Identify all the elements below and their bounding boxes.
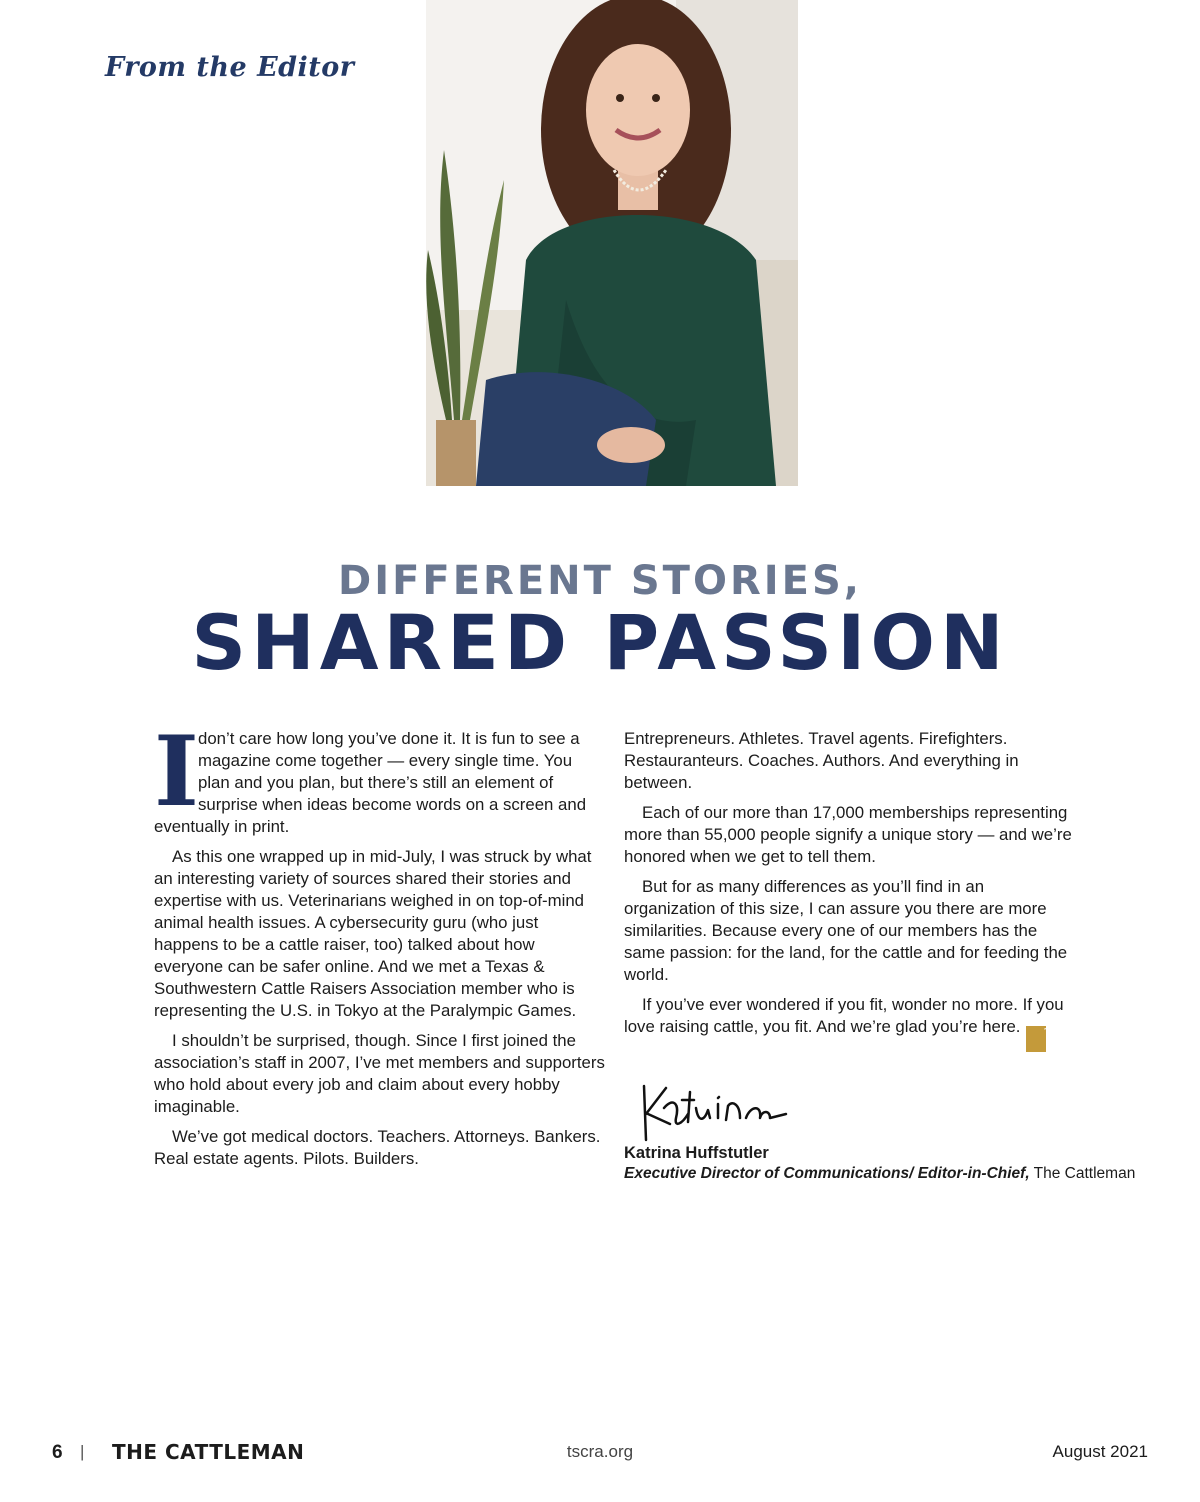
drop-cap: I xyxy=(154,715,199,828)
article-paragraph: We’ve got medical doctors. Teachers. Attorneys. Bankers. Real estate agents. Pilots. Builders. xyxy=(154,1127,601,1168)
article-paragraph: As this one wrapped up in mid-July, I was struck by what an interesting variety of sources shared their stories and expertise with us. Veterinarians weighed in on top-of-mind animal health issues. A cybersecurity guru (who just happens to be a cattle raiser, too) talked about how everyone can be safer online. And we met a Texas & Southwestern Cattle Raisers Association member who is representing the U.S. in Tokyo at the Paralympic Games. xyxy=(154,847,592,1020)
article-paragraph: I shouldn’t be surprised, though. Since I first joined the association’s staff in 2007, I’ve met members and supporters who hold about every job and claim about every hobby imaginable. xyxy=(154,1031,605,1116)
page-number: 6 xyxy=(52,1442,63,1463)
headline-main: SHARED PASSION xyxy=(191,598,1009,687)
handwritten-signature xyxy=(636,1078,806,1144)
editor-portrait-image xyxy=(426,0,798,486)
magazine-name: THE CATTLEMAN xyxy=(112,1440,305,1464)
article-paragraph: But for as many differences as you’ll find in an organization of this size, I can assure you there are more similarities. Because every one of our members has the same passion: for the land, for the cattle and for feeding the world. xyxy=(624,877,1068,984)
article-paragraph xyxy=(624,994,1076,1052)
end-mark-icon: TC xyxy=(1026,1026,1046,1052)
article-right-column xyxy=(624,728,1076,1060)
author-title xyxy=(624,1164,1135,1183)
website-link[interactable]: tscra.org xyxy=(566,1442,634,1461)
headline-kicker: DIFFERENT STORIES, xyxy=(338,558,862,604)
paragraph-text: If you’ve ever wondered if you fit, wonder no more. If you love raising cattle, you fit. And we’re glad you’re here. xyxy=(624,995,1064,1036)
article-paragraph: Entrepreneurs. Athletes. Travel agents. Firefighters. Restauranteurs. Coaches. Authors. And everything in between. xyxy=(624,729,1019,792)
publication-name: The Cattleman xyxy=(1029,1165,1136,1182)
article-paragraph xyxy=(154,715,606,838)
editor-photo xyxy=(426,0,798,486)
issue-date: August 2021 xyxy=(1052,1442,1148,1461)
paragraph-text: don’t care how long you’ve done it. It is fun to see a magazine come together — every single time. You plan and you plan, but there’s still an element of surprise when ideas become words on a screen and eventually in print. xyxy=(154,729,587,836)
author-role: Executive Director of Communications/ Editor-in-Chief, xyxy=(624,1165,1030,1182)
section-label: From the Editor xyxy=(105,52,355,83)
article-paragraph: Each of our more than 17,000 memberships representing more than 55,000 people signify a unique story — and we’re honored when we get to tell them. xyxy=(624,803,1072,866)
article-left-column xyxy=(154,715,606,1178)
author-name: Katrina Huffstutler xyxy=(624,1144,769,1162)
footer-divider: | xyxy=(80,1442,85,1461)
